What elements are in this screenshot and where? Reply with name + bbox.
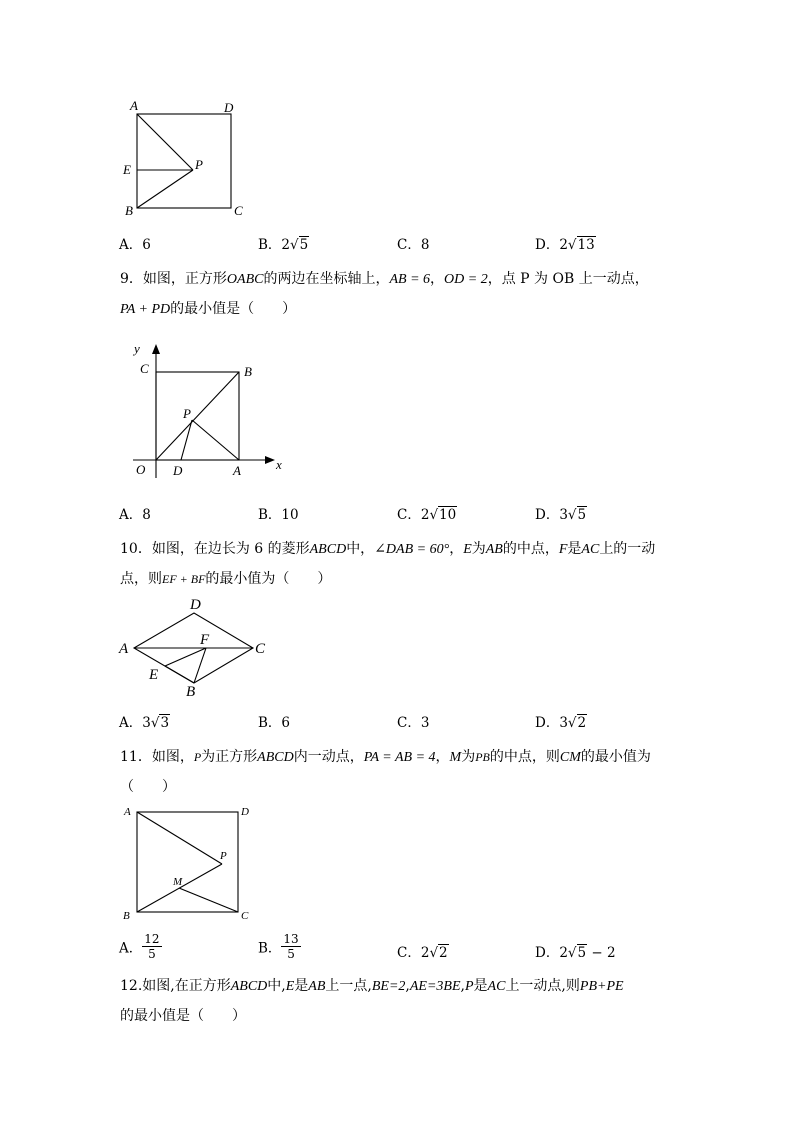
q11-option-d[interactable]: D．2√5 − 2 — [535, 945, 616, 961]
q10-stem-line2: 点，则EF + BF的最小值为（ ） — [120, 571, 332, 587]
q9-figure — [128, 338, 298, 483]
q10-option-d[interactable]: D．3√2 — [535, 715, 587, 731]
q10-options — [119, 711, 719, 733]
q10-option-c[interactable]: C．3 — [397, 715, 430, 731]
q8-option-c[interactable]: C．8 — [397, 237, 430, 253]
q11-label-c: C — [241, 910, 249, 922]
q9-label-c: C — [140, 361, 149, 376]
q9-y-arrow-icon — [152, 344, 160, 354]
q10-label-c: C — [255, 641, 266, 657]
q9-label-b: B — [244, 364, 252, 379]
q8-label-p: P — [195, 157, 203, 172]
q11-label-p: P — [220, 850, 227, 862]
q9-label-p: P — [183, 406, 191, 421]
q9-stem-line2: PA + PD的最小值是（ ） — [120, 301, 297, 317]
q8-option-b[interactable]: B．2√5 — [258, 237, 309, 253]
q11-stem-line1: 11．如图，P为正方形ABCD内一动点，PA = AB = 4，M为PB的中点，则CM的最小值为 — [120, 749, 651, 765]
q9-stem-line1: 9．如图，正方形OABC的两边在坐标轴上，AB = 6，OD = 2，点 P 为 OB 上一动点， — [120, 271, 649, 287]
q11-option-b[interactable]: B． $\frac{13}{5}$ — [258, 932, 299, 961]
q9-x-arrow-icon — [265, 456, 275, 464]
q10-label-b: B — [186, 684, 196, 700]
q12-stem-line2: 的最小值是（ ） — [120, 1008, 246, 1024]
q9-label-a: A — [233, 463, 241, 478]
q9-option-d[interactable]: D．3√5 — [535, 507, 587, 523]
q8-option-a[interactable]: A．6 — [119, 237, 151, 253]
q8-option-d[interactable]: D．2√13 — [535, 237, 595, 253]
q10-label-e: E — [149, 667, 159, 683]
q8-figure — [118, 96, 248, 221]
q11-square — [137, 812, 238, 912]
q9-label-y: y — [134, 341, 140, 356]
q10-option-a[interactable]: A．3√3 — [119, 715, 170, 731]
q9-segment-pd — [181, 420, 192, 460]
q11-segment-ap — [137, 812, 222, 864]
q10-segment-eb — [165, 666, 194, 683]
q9-option-a[interactable]: A．8 — [119, 507, 151, 523]
q11-figure — [116, 800, 261, 925]
q9-segment-pa — [192, 420, 239, 460]
q9-option-c[interactable]: C．2√10 — [397, 507, 457, 523]
q10-stem-line1: 10．如图，在边长为 6 的菱形ABCD中，∠DAB = 60°，E为AB的中点，F是AC上的一动 — [120, 541, 656, 557]
q8-label-b: B — [125, 203, 133, 218]
q9-label-o: O — [136, 462, 146, 477]
q11-option-a[interactable]: A． $\frac{12}{5}$ — [119, 932, 160, 961]
q9-label-d: D — [173, 463, 183, 478]
q11-label-b: B — [123, 910, 130, 922]
q8-label-e: E — [123, 162, 131, 177]
q8-segment-pb — [137, 170, 193, 208]
q11-segment-mc — [179, 888, 238, 912]
q9-label-x: x — [276, 457, 282, 472]
q11-label-m: M — [173, 876, 183, 888]
q10-segment-ef — [165, 648, 206, 666]
q10-option-b[interactable]: B．6 — [258, 715, 291, 731]
q8-label-a: A — [130, 98, 138, 113]
q8-label-c: C — [234, 203, 243, 218]
q8-segment-ap — [137, 114, 193, 170]
q10-figure — [116, 594, 276, 700]
q8-label-d: D — [224, 100, 234, 115]
q9-option-b[interactable]: B．10 — [258, 507, 299, 523]
q9-options — [119, 503, 719, 525]
q12-stem-line1: 12.如图,在正方形ABCD中,E是AB上一点,BE=2,AE=3BE,P是AC上一动点,则PB+PE — [120, 978, 624, 994]
q11-stem-line2: （ ） — [120, 779, 176, 795]
q11-label-a: A — [124, 806, 131, 818]
q11-option-c[interactable]: C．2√2 — [397, 945, 448, 961]
q11-options — [119, 932, 719, 968]
q9-segment-ob — [156, 372, 239, 460]
q11-label-d: D — [241, 806, 249, 818]
q10-label-a: A — [119, 641, 129, 657]
q8-options — [119, 233, 719, 255]
q10-label-f: F — [200, 632, 210, 648]
q10-label-d: D — [190, 597, 201, 613]
q10-segment-fb — [194, 648, 206, 683]
